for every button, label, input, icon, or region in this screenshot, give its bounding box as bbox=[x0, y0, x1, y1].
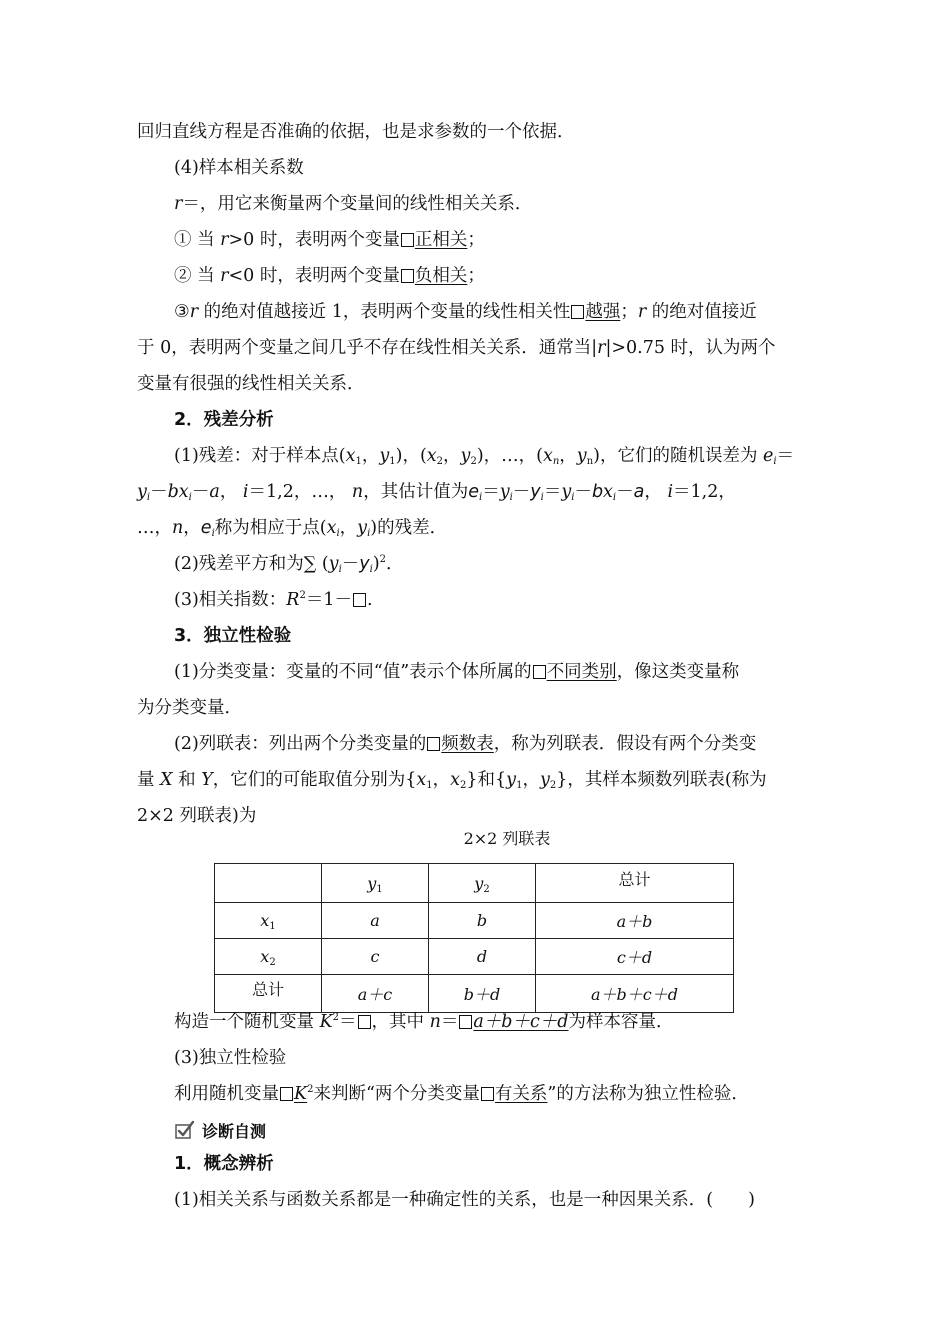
table-caption: 2×2 列联表 bbox=[463, 829, 551, 848]
text-line: 为分类变量． bbox=[137, 698, 242, 718]
table-cell: $x_1$ bbox=[215, 903, 322, 939]
table-row bbox=[215, 975, 734, 1013]
section-3-title: (3)独立性检验 bbox=[174, 1048, 287, 1068]
correlation-def-line: r＝，用它来衡量两个变量间的线性相关关系． bbox=[174, 194, 533, 214]
check-pencil-icon bbox=[174, 1119, 196, 1141]
correlation-index-line: (3)相关指数：$R^2=1-$ . bbox=[174, 590, 373, 610]
section-heading-independence: 3．独立性检验 bbox=[174, 626, 292, 646]
diagnostic-test-header bbox=[174, 1119, 266, 1141]
question-line: (1)相关关系与函数关系都是一种确定性的关系，也是一种因果关系．( ) bbox=[174, 1190, 755, 1210]
section-4-title: (4)样本相关系数 bbox=[174, 158, 304, 178]
table-cell: b＋d bbox=[429, 975, 536, 1013]
answer-box-icon bbox=[427, 737, 440, 751]
answer-box-icon bbox=[358, 1015, 371, 1029]
section-heading-concept: 1．概念辨析 bbox=[174, 1154, 274, 1174]
text-line: …，n，$e_i$称为相应于点($x_i$，$y_i$)的残差． bbox=[137, 518, 448, 539]
table-row bbox=[215, 939, 734, 975]
answer-box-icon bbox=[533, 665, 546, 679]
answer-box-icon bbox=[571, 305, 584, 319]
strength-line: ③r 的绝对值越接近 1，表明两个变量的线性相关性 越强；r 的绝对值接近 bbox=[174, 302, 757, 322]
text-line: 于 0，表明两个变量之间几乎不存在线性相关关系．通常当|r|>0.75 时，认为两个 bbox=[137, 338, 776, 358]
random-variable-line: 构造一个随机变量 $K^2=$ ，其中 n＝ a＋b＋c＋d为样本容量． bbox=[174, 1012, 674, 1032]
contingency-table bbox=[214, 863, 734, 1013]
answer-box-icon bbox=[459, 1015, 472, 1029]
diagnostic-label: 诊断自测 bbox=[202, 1121, 267, 1141]
table-cell: a＋c bbox=[322, 975, 429, 1013]
table-cell: 总计 bbox=[536, 864, 734, 903]
answer-box-icon bbox=[401, 233, 414, 247]
table-cell: $y_1$ bbox=[322, 864, 429, 903]
residual-formula-line: $y_i-bx_i-a$， i＝1,2，…， n，其估计值为$e_i=y_i-y_i=y_i-bx_i-a$， i＝1,2， bbox=[137, 482, 736, 503]
section-heading-residual: 2．残差分析 bbox=[174, 410, 274, 430]
residual-sum-line: (2)残差平方和为∑ $(y_i-y_i)^2$． bbox=[174, 554, 404, 575]
table-cell: b bbox=[429, 903, 536, 939]
residual-def-line: (1)残差：对于样本点($x_1$，$y_1$)，($x_2$，$y_2$)，…，($x_n$，$y_n$)，它们的随机误差为 $e_i=$ bbox=[174, 446, 795, 467]
table-cell: a＋b bbox=[536, 903, 734, 939]
answer-box-icon bbox=[401, 269, 414, 283]
table-cell: c bbox=[322, 939, 429, 975]
table-cell: d bbox=[429, 939, 536, 975]
text-line: 2×2 列联表)为 bbox=[137, 806, 257, 826]
text-line: 变量有很强的线性相关关系． bbox=[137, 374, 365, 394]
answer-box-icon bbox=[280, 1087, 293, 1101]
table-cell: a bbox=[322, 903, 429, 939]
categorical-var-line: (1)分类变量：变量的不同“值”表示个体所属的 不同类别，像这类变量称 bbox=[174, 662, 740, 682]
table-row bbox=[215, 864, 734, 903]
answer-box-icon bbox=[481, 1087, 494, 1101]
table-cell: a＋b＋c＋d bbox=[536, 975, 734, 1013]
negative-correlation-line: ② 当 r<0 时，表明两个变量 负相关； bbox=[174, 266, 485, 286]
table-cell: c＋d bbox=[536, 939, 734, 975]
table-row bbox=[215, 903, 734, 939]
table-cell: $x_2$ bbox=[215, 939, 322, 975]
text-line: 回归直线方程是否准确的依据，也是求参数的一个依据． bbox=[137, 122, 575, 142]
table-cell bbox=[215, 864, 322, 903]
positive-correlation-line: ① 当 r>0 时，表明两个变量 正相关； bbox=[174, 230, 485, 250]
text-line: 量 X 和 Y，它们的可能取值分别为{$x_1$，$x_2$}和{$y_1$，$y_2$}，其样本频数列联表(称为 bbox=[137, 770, 767, 791]
table-cell: $y_2$ bbox=[429, 864, 536, 903]
table-cell: 总计 bbox=[215, 975, 322, 1013]
independence-test-line: 利用随机变量 $K^2$来判断“两个分类变量 有关系”的方法称为独立性检验． bbox=[174, 1084, 749, 1104]
answer-box-icon bbox=[353, 593, 366, 607]
contingency-table-line: (2)列联表：列出两个分类变量的 频数表，称为列联表．假设有两个分类变 bbox=[174, 734, 757, 754]
